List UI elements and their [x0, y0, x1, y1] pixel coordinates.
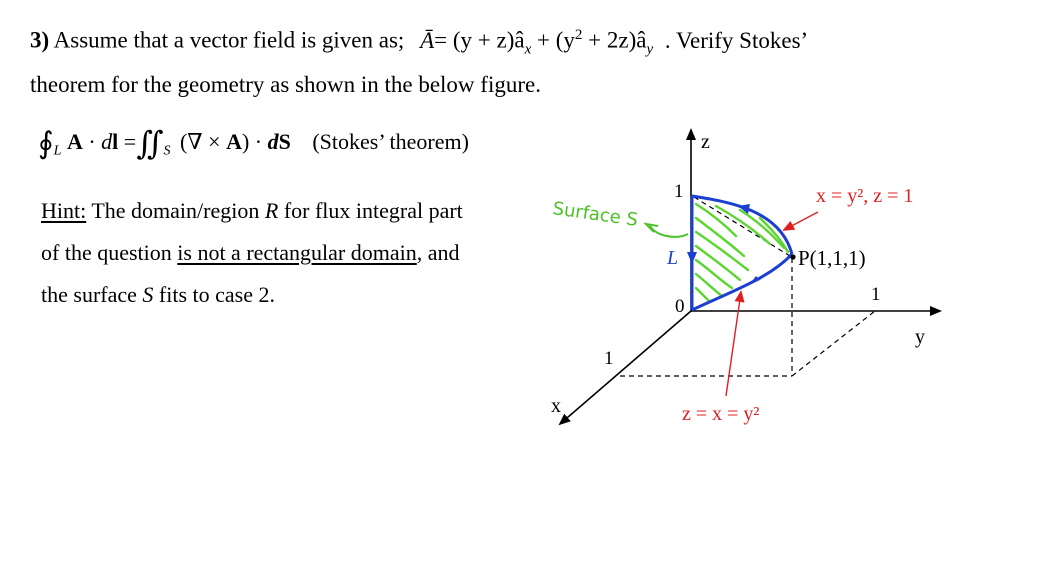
hint-text-3b: fits to case 2. [153, 282, 275, 307]
field-sub-x: x [524, 41, 532, 58]
dot-product-2: · [249, 129, 268, 154]
point-p-label: P(1,1,1) [798, 246, 866, 270]
field-symbol: Ā [420, 27, 435, 53]
y-axis-label: y [915, 326, 925, 348]
hint-underlined: is not a rectangular domain [177, 240, 417, 265]
field-sub-y: y [646, 41, 654, 58]
x-tick-label: 1 [604, 348, 614, 369]
x-axis-label: x [551, 395, 561, 417]
field-eq-part3: + 2z)â [582, 27, 647, 53]
surface-subscript: S [163, 143, 171, 159]
y-tick-label: 1 [871, 284, 881, 305]
field-eq-part2: + (y [531, 27, 575, 53]
hint-region-r: R [264, 198, 279, 223]
curl-close: ) [241, 129, 250, 154]
hint-text-1b: for flux integral part [278, 198, 463, 223]
curve-direction-arrow-left [687, 252, 697, 264]
stokes-label: (Stokes’ theorem) [312, 129, 469, 154]
curl-open: (∇ × [179, 129, 227, 154]
problem-verify: . Verify Stokes’ [664, 27, 809, 53]
field-square: 2 [574, 27, 583, 43]
dot-product-1: · [82, 129, 102, 154]
hint-label: Hint: [41, 198, 87, 223]
surface-hatching [696, 204, 788, 304]
vector-ds: S [278, 129, 291, 154]
equals-sign: = [118, 129, 137, 154]
contour-integral-symbol: ∮ [38, 127, 54, 160]
contour-subscript: L [53, 143, 62, 159]
handwritten-surface-label: Surface S [551, 198, 640, 231]
field-eq-part1: = (y + z)â [434, 27, 525, 53]
z-tick-label: 1 [674, 181, 684, 202]
z-axis-label: z [701, 131, 710, 153]
differential-d-lhs: d [101, 129, 113, 154]
differential-d-rhs: d [267, 129, 279, 154]
origin-label: 0 [675, 296, 685, 317]
annotation-top: x = y², z = 1 [816, 185, 914, 207]
problem-line-2: theorem for the geometry as shown in the below figure. [30, 72, 541, 97]
vector-a-lhs: A [66, 129, 83, 154]
hint-text-1a: The domain/region [86, 198, 265, 223]
curve-l-label: L [667, 247, 679, 269]
hint-text-3a: the surface [41, 282, 143, 307]
problem-intro: Assume that a vector field is given as; [53, 27, 405, 53]
vector-a-rhs: A [226, 129, 242, 154]
surface-integral-symbol: ∬ [136, 125, 164, 161]
vector-dl: l [112, 129, 119, 154]
hint-text-2a: of the question [41, 240, 178, 265]
point-p-marker [790, 254, 795, 259]
handwritten-arrow [650, 226, 688, 237]
annotation-arrow-bottom [726, 292, 741, 396]
hint-text-2b: , and [416, 240, 460, 265]
annotation-arrow-top [784, 212, 818, 230]
annotation-bottom: z = x = y² [682, 403, 760, 425]
problem-number: 3) [30, 27, 50, 53]
dashed-y-projection [792, 311, 875, 376]
hint-surface-s: S [142, 282, 154, 307]
x-axis [560, 311, 691, 424]
